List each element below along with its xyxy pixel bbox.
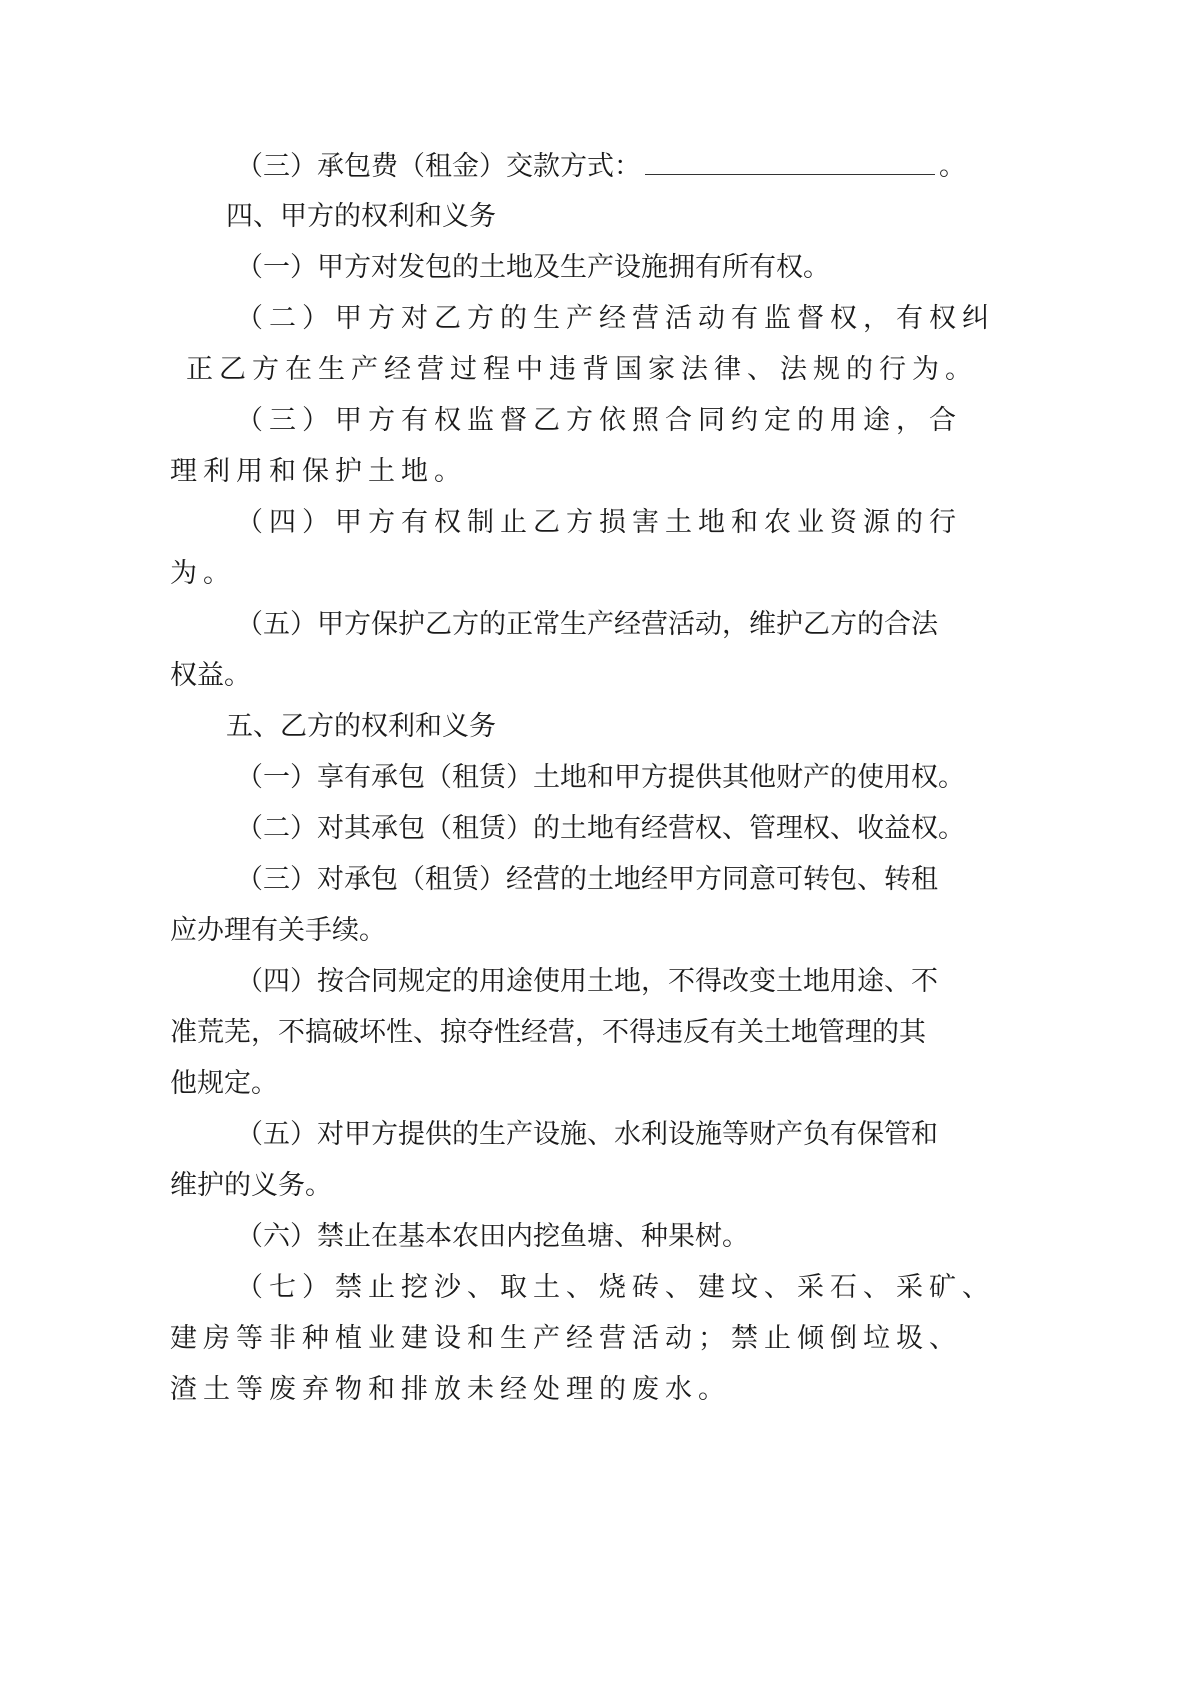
paragraph-line: 他规定。: [170, 1068, 278, 1099]
paragraph-line: （三）对承包（租赁）经营的土地经甲方同意可转包、转租: [236, 864, 938, 895]
paragraph-line: 应办理有关手续。: [170, 915, 386, 946]
paragraph-line: （一）甲方对发包的土地及生产设施拥有所有权。: [236, 252, 830, 283]
paragraph-line: （三）甲方有权监督乙方依照合同约定的用途，合: [236, 405, 962, 436]
paragraph-line: （四）按合同规定的用途使用土地，不得改变土地用途、不: [236, 966, 938, 997]
paragraph-line: 为。: [170, 558, 236, 589]
paragraph-line: 权益。: [170, 660, 251, 691]
paragraph-line: （七）禁止挖沙、取土、烧砖、建坟、采石、采矿、: [236, 1272, 995, 1303]
payment-method-blank: [645, 148, 935, 175]
paragraph-line: 渣土等废弃物和排放未经处理的废水。: [170, 1374, 731, 1405]
section-heading: 四、甲方的权利和义务: [226, 201, 496, 232]
paragraph-line: （六）禁止在基本农田内挖鱼塘、种果树。: [236, 1221, 749, 1252]
paragraph-line: （二）甲方对乙方的生产经营活动有监督权，有权纠: [236, 303, 995, 334]
paragraph-line: （四）甲方有权制止乙方损害土地和农业资源的行: [236, 507, 962, 538]
payment-method-label: （三）承包费（租金）交款方式：: [236, 151, 641, 182]
paragraph-line: （一）享有承包（租赁）土地和甲方提供其他财产的使用权。: [236, 762, 965, 793]
paragraph-line: 理利用和保护土地。: [170, 456, 467, 487]
paragraph-line: （二）对其承包（租赁）的土地有经营权、管理权、收益权。: [236, 813, 965, 844]
paragraph-line: （五）甲方保护乙方的正常生产经营活动，维护乙方的合法: [236, 609, 938, 640]
paragraph-line: 正乙方在生产经营过程中违背国家法律、法规的行为。: [186, 354, 978, 385]
paragraph-line: 建房等非种植业建设和生产经营活动；禁止倾倒垃圾、: [170, 1323, 962, 1354]
paragraph-line: [236, 148, 966, 184]
section-heading: 五、乙方的权利和义务: [226, 711, 496, 742]
paragraph-line: 维护的义务。: [170, 1170, 332, 1201]
line-end-period: 。: [939, 151, 966, 182]
paragraph-line: 准荒芜，不搞破坏性、掠夺性经营，不得违反有关土地管理的其: [170, 1017, 926, 1048]
paragraph-line: （五）对甲方提供的生产设施、水利设施等财产负有保管和: [236, 1119, 938, 1150]
